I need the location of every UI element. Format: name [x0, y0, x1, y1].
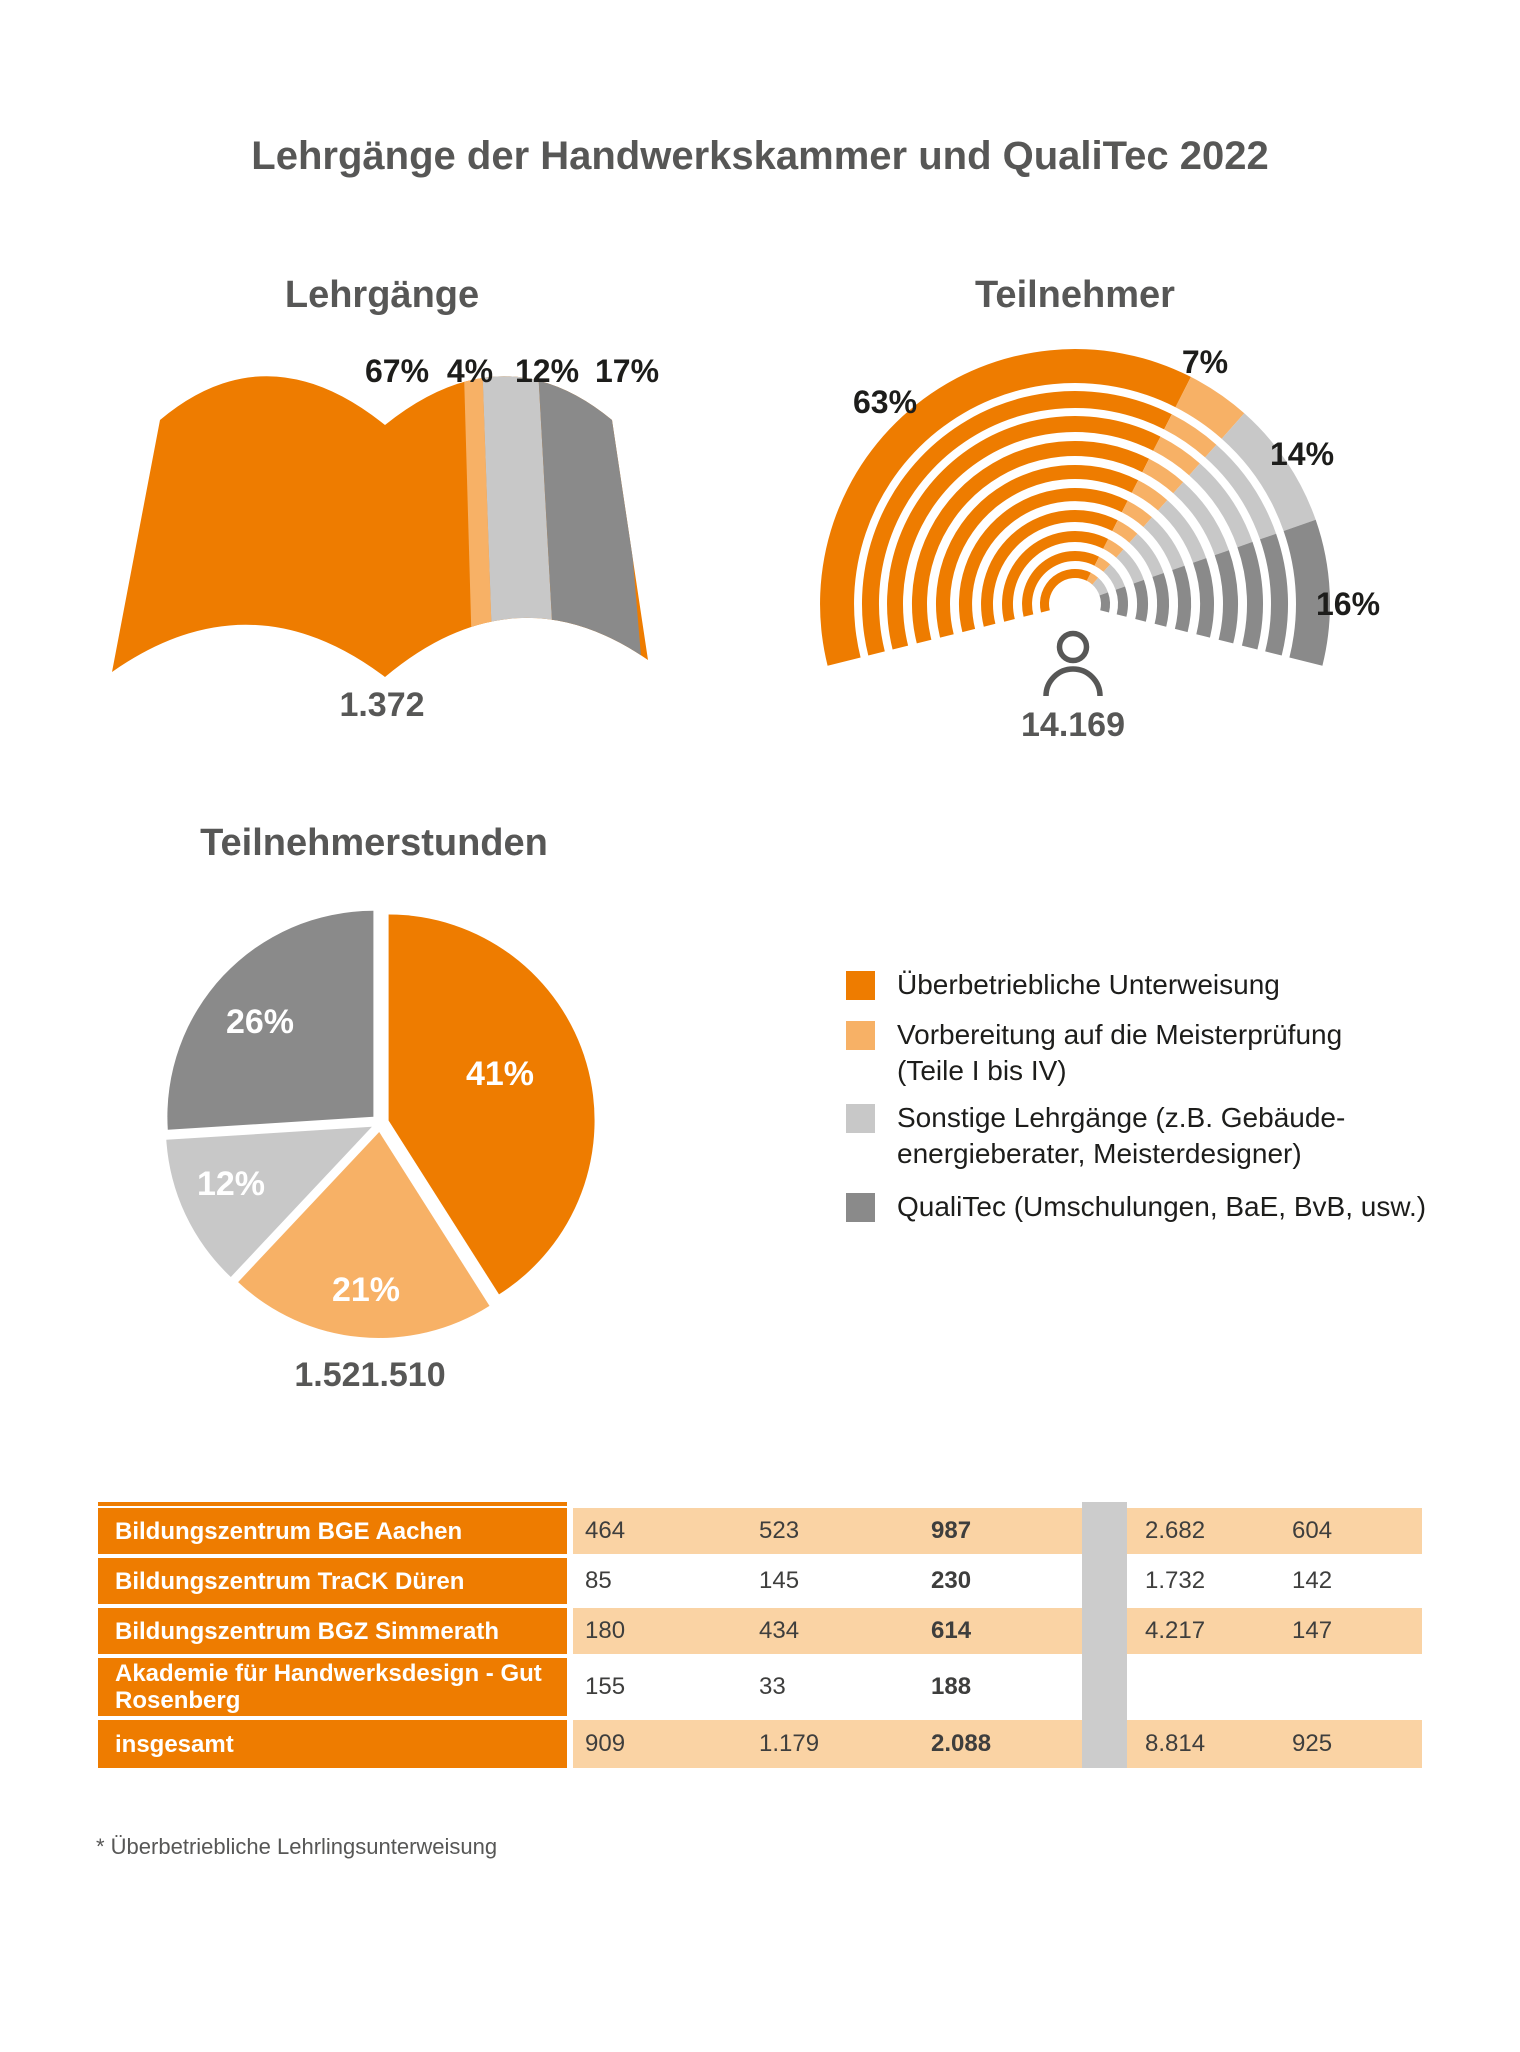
page-title: Lehrgänge der Handwerkskammer und QualiTec 2022	[251, 134, 1269, 178]
table-row-label: Bildungszentrum TraCK Düren	[98, 1558, 567, 1604]
fan-pct-2: 7%	[1181, 344, 1229, 380]
table-cell: 987	[931, 1517, 972, 1544]
fan-chart-title: Teilnehmer	[975, 274, 1175, 316]
legend-label-line: Sonstige Lehrgänge (z.B. Gebäude-	[897, 1102, 1346, 1133]
fan-pct-4: 16%	[1315, 586, 1381, 622]
legend-label-4	[897, 1189, 1426, 1225]
fan-total: 14.169	[1021, 706, 1125, 744]
table-cell: 230	[931, 1567, 972, 1594]
table-cell: 33	[759, 1673, 786, 1700]
table-cell: 180	[585, 1617, 626, 1644]
table-cell: 434	[759, 1617, 800, 1644]
pie-pct-3: 12%	[196, 1165, 266, 1203]
legend-swatch-1	[846, 971, 875, 1000]
table-cell: 8.814	[1145, 1730, 1206, 1757]
table-cell: 147	[1292, 1617, 1333, 1644]
pie-pct-2: 21%	[331, 1271, 401, 1309]
table-cell: 2.682	[1145, 1517, 1206, 1544]
legend-label-line: (Teile I bis IV)	[897, 1055, 1067, 1086]
table-cell: 155	[585, 1673, 626, 1700]
book-pct-2: 4%	[446, 353, 494, 389]
table-row-label: Bildungszentrum BGZ Simmerath	[98, 1608, 567, 1654]
legend-label-line: QualiTec (Umschulungen, BaE, BvB, usw.)	[897, 1191, 1427, 1222]
legend-label-3	[897, 1100, 1345, 1172]
pie-pct-1: 41%	[465, 1055, 535, 1093]
table-cell: 4.217	[1145, 1617, 1206, 1644]
legend-label-line: Überbetriebliche Unterweisung	[897, 969, 1280, 1000]
table-cell: 188	[931, 1673, 972, 1700]
book-pct-1: 67%	[364, 353, 430, 389]
table-row-label: Akademie für Handwerksdesign - Gut Rosenberg	[98, 1658, 567, 1716]
legend-label-2	[897, 1017, 1342, 1089]
table-cell: 464	[585, 1517, 626, 1544]
table-cell: 925	[1292, 1730, 1333, 1757]
legend-label-line: Vorbereitung auf die Meisterprüfung	[897, 1019, 1343, 1050]
table-cell: 523	[759, 1517, 800, 1544]
book-pct-4: 17%	[594, 353, 660, 389]
pie-chart-title: Teilnehmerstunden	[200, 822, 548, 864]
footnote: * Überbetriebliche Lehrlingsunterweisung	[96, 1834, 498, 1859]
book-chart-title: Lehrgänge	[284, 274, 480, 316]
table-row-label: insgesamt	[98, 1720, 567, 1768]
table-cell: 85	[585, 1567, 612, 1594]
pie-total: 1.521.510	[294, 1356, 446, 1394]
table-cell: 142	[1292, 1567, 1333, 1594]
legend-swatch-2	[846, 1021, 875, 1050]
fan-pct-3: 14%	[1269, 436, 1335, 472]
table-cell: 909	[585, 1730, 626, 1757]
book-pct-3: 12%	[514, 353, 580, 389]
legend-swatch-3	[846, 1104, 875, 1133]
table-cell: 2.088	[931, 1730, 992, 1757]
table-cell: 1.179	[759, 1730, 820, 1757]
table-cell: 614	[931, 1617, 972, 1644]
book-total: 1.372	[339, 686, 425, 724]
table-row-label: Bildungszentrum BGE Aachen	[98, 1508, 567, 1554]
table-cell: 1.732	[1145, 1567, 1206, 1594]
legend-label-line: energieberater, Meisterdesigner)	[897, 1138, 1302, 1169]
fan-pct-1: 63%	[852, 384, 918, 420]
table-cell: 145	[759, 1567, 800, 1594]
table-top-rule	[98, 1502, 567, 1506]
table-cell: 604	[1292, 1517, 1333, 1544]
legend-label-1	[897, 967, 1280, 1003]
pie-pct-4: 26%	[225, 1003, 295, 1041]
legend-swatch-4	[846, 1193, 875, 1222]
table-separator-band	[1082, 1502, 1127, 1768]
